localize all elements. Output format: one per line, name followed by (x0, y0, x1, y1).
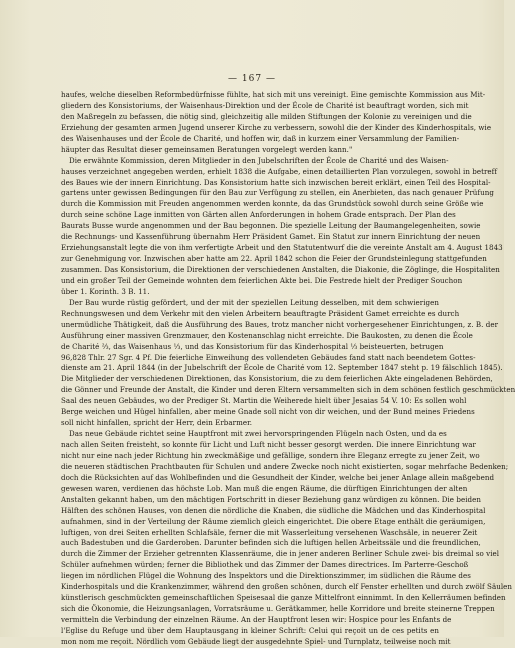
text-line: aufnahmen, sind in der Verteilung der Räume ziemlich gleich eingerichtet. Die obere Etage enthält die geräumigen, (61, 516, 486, 526)
text-line: durch seine schöne Lage inmitten von Gärten allen Anforderungen in hohem Grade entsprach. Der Plan des (61, 210, 456, 220)
body-text (61, 90, 515, 648)
text-line: auch Badestuben und die Garderoben. Darunter befinden sich die luftigen hellen Arbeitssäle und die freundlichen, (61, 538, 481, 548)
text-line: liegen im nördlichen Flügel die Wohnung des Inspektors und die Direktionszimmer, im südlichen die Räume des (61, 571, 471, 581)
text-line: gartens unter gewissen Bedingungen für den Bau zur Verfügung zu stellen, ein Anerbieten, das nach genauer Prüfung (61, 188, 494, 198)
text-line: Anstalten gekannt haben, um den mächtigen Fortschritt in dieser Beziehung ganz würdigen zu können. Die beiden (61, 494, 481, 504)
text-line: de Charité ⅔, das Waisenhaus ⅓, und das Konsistorium für das Kinderhospital ⅓ beisteuerten, betrugen (61, 341, 444, 351)
paragraph (61, 297, 515, 429)
text-line: des Waisenhauses und der École de Charité, und hoffen wir, daß in kurzem einer Versammlung der Familien- (61, 133, 460, 143)
text-line: Schüler aufnehmen würden; ferner die Bibliothek und das Zimmer der Dames directrices. Im Parterre-Geschoß (61, 560, 469, 570)
text-line: die Gönner und Freunde der Anstalt, die Kinder und deren Eltern versammelten sich in dem schönen festlich geschmückten (61, 385, 515, 395)
text-line: die Rechnungs- und Kassenführung übernahm Herr Präsident Gamet. Ein Statut zur innern Einrichtung der neuen (61, 232, 481, 242)
text-line: Die erwähnte Kommission, deren Mitglieder in den Jubelschriften der École de Charité und des Waisen- (69, 155, 449, 165)
text-line: Das neue Gebäude richtet seine Hauptfront mit zwei hervorspringenden Flügeln nach Osten, und da es (69, 429, 447, 439)
text-line: Kinderhospitals und die Krankenzimmer, während den großen schönen, durch elf Fenster erhellten und durch zwölf Säulen (61, 582, 513, 592)
text-line: haufes, welche dieselben Reformbedürfnisse fühlte, hat sich mit uns vereinigt. Eine gemischte Kommission aus Mit- (61, 90, 486, 99)
page-number: — 167 — (228, 74, 276, 84)
text-line: häupter das Resultat dieser gemeinsamen Beratungen vorgelegt werden kann." (61, 144, 353, 154)
text-line: Die Mitglieder der verschiedenen Direktionen, das Konsistorium, die zu dem feierlichen Akte eingeladenen Behörden, (61, 374, 493, 384)
text-line: nicht nur eine nach jeder Richtung hin zweckmäßige und gefällige, sondern ihre Eleganz erregte zu jener Zeit, wo (61, 450, 480, 460)
text-line: zusammen. Das Konsistorium, die Direktionen der verschiedenen Anstalten, die Diakonie, die Zöglinge, die Hospitaliten (61, 265, 500, 274)
text-line: über 1. Korinth. 3 B. 11. (61, 286, 150, 296)
text-line: Ausführung einer massiven Grenzmauer, den Kostenanschlag nicht erreichte. Die Baukosten, zu denen die École (61, 330, 473, 340)
text-line: unermüdliche Thätigkeit, daß die Ausführung des Baues, trotz mancher nicht vorhergesehener Einrichtungen, z. B. der (61, 319, 499, 329)
text-line: Erziehungsanstalt legte die von ihm verfertigte Arbeit und den Statutentwurf die die vereinte Anstalt am 4. August 1843 (61, 243, 503, 253)
text-line: Saal des neuen Gebäudes, wo der Prediger St. Martin die Weiherede hielt über Jesaias 54 V. 10: Es sollen wohl (61, 396, 467, 406)
text-line: künstlerisch geschmückten gemeinschaftlichen Speisesaal die ganze Mittelfront einnimmt. In den Kellerräumen befinden (61, 593, 506, 603)
text-line: gewesen waren, verdienen das höchste Lob. Man muß die engen Räume, die dürftigen Einrichtungen der alten (61, 483, 468, 493)
paragraph (61, 90, 492, 156)
text-line: den Maßregeln zu befassen, die nötig sind, gleichzeitig alle milden Stiftungen der Kolonie zu vereinigen und die (61, 111, 472, 121)
text-line: dienste am 21. April 1844 (in der Jubelschrift der École de Charité vom 12. September 1847 steht p. 19 fälschlich 1845). (61, 363, 503, 373)
paragraph (61, 429, 513, 648)
text-line: des Baues wie der innern Einrichtung. Das Konsistorium hatte sich inzwischen bereit erklärt, einen Teil des Hospital- (61, 177, 491, 187)
text-line: Rechnungswesen und dem Verkehr mit den vielen Arbeitern beauftragte Präsident Gamet erreichte es durch (61, 308, 460, 318)
text-line: hauses verzeichnet angegeben werden, erhielt 1838 die Aufgabe, einen detaillierten Plan vorzulegen, sowohl in betreff (61, 166, 498, 176)
text-line: mon nom me reçoit. Nördlich vom Gebäude liegt der ausgedehnte Spiel- und Turnplatz, teilweise noch mit (61, 636, 451, 646)
text-line: durch die Zimmer der Erzieher getrennten Klassenräume, die in jener anderen Berliner Schule zwei- bis dreimal so viel (61, 549, 500, 559)
text-line: l'Eglise du Refuge und über dem Hauptausgang in kleiner Schrift: Celui qui reçoit un de ces petits en (61, 625, 439, 635)
paragraph (61, 155, 503, 298)
text-line: zur Genehmigung vor. Inzwischen aber hatte am 22. April 1842 schon die Feier der Grundsteinlegung stattgefunden (61, 254, 487, 264)
text-line: Erziehung der gesamten armen Jugend unserer Kirche zu verbessern, sowohl die der Kinder des Kinderhospitals, wie (61, 122, 492, 132)
text-line: vermitteln die Verbindung der einzelnen Räume. An der Hauptfront lesen wir: Hospice pour les Enfants de (61, 615, 452, 624)
text-line: Hälften des schönen Hauses, von denen die nördliche die Knaben, die südliche die Mädchen und das Kinderhospital (61, 505, 486, 515)
text-line: luftigen, von drei Seiten erhellten Schlafsäle, ferner die mit Wasserleitung versehenen Waschsäle, in neuerer Zeit (61, 527, 478, 537)
text-line: Baurats Busse wurde angenommen und der Bau begonnen. Die spezielle Leitung der Baumangelegenheiten, sowie (61, 221, 481, 231)
text-line: die neueren städtischen Prachtbauten für Schulen und andere Zwecke noch nicht existierten, sogar mehrfache Bedenken; (61, 461, 509, 471)
text-line: durch die Kommission mit Freuden angenommen werden konnte, da das Grundstück sowohl durch seine Größe wie (61, 199, 484, 209)
text-line: soll nicht hinfallen, spricht der Herr, dein Erbarmer. (61, 418, 253, 428)
text-line: und ein großer Teil der Gemeinde wohnten dem feierlichen Akte bei. Die Festrede hielt der Prediger Souchon (61, 275, 463, 285)
text-line: doch die Rücksichten auf das Wohlbefinden und die Gesundheit der Kinder, welche bei jener Anlage allein maßgebend (61, 472, 495, 482)
text-line: Berge weichen und Hügel hinfallen, aber meine Gnade soll nicht von dir weichen, und der Bund meines Friedens (61, 407, 475, 417)
text-line: sich die Ökonomie, die Heizungsanlagen, Vorratsräume u. Gerätkammer, helle Korridore und breite steinerne Treppen (61, 604, 495, 614)
text-line: Der Bau wurde rüstig gefördert, und der mit der speziellen Leitung desselben, mit dem schwierigen (69, 297, 439, 307)
text-line: 96,828 Thlr. 27 Sgr. 4 Pf. Die feierliche Einweihung des vollendeten Gebäudes fand statt nach beendetem Gottes- (61, 352, 476, 362)
text-line: gliedern des Konsistoriums, der Waisenhaus-Direktion und der École de Charité ist beauftragt worden, sich mit (61, 100, 469, 110)
text-line: nach allen Seiten freisteht, so konnte für Licht und Luft nicht besser gesorgt werden. Die innere Einrichtung war (61, 440, 476, 449)
